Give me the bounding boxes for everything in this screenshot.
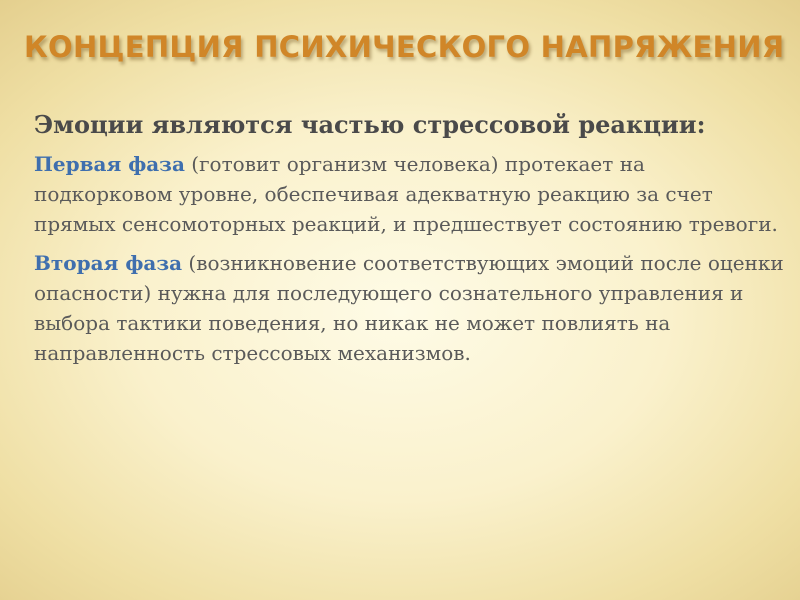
slide-title: КОНЦЕПЦИЯ ПСИХИЧЕСКОГО НАПРЯЖЕНИЯ [24, 30, 785, 64]
phase-one-text: (готовит организм человека) протекает на подкорковом уровне, обеспечивая адекватную реакцию за счет прямых сенсомоторных реакций, и предшествует состоянию тревоги. [34, 152, 778, 236]
phase-one-paragraph [34, 149, 784, 239]
phase-two-text: (возникновение соответствующих эмоций после оценки опасности) нужна для последующего сознательного управления и выбора тактики поведения, но никак не может повлиять на направленность стрессовых механизмов. [34, 251, 784, 365]
phase-two-term: Вторая фаза [34, 251, 183, 275]
lead-statement: Эмоции являются частью стрессовой реакции: [34, 110, 706, 139]
slide-body [34, 108, 784, 377]
phase-one-term: Первая фаза [34, 152, 185, 176]
phase-two-paragraph [34, 248, 784, 368]
